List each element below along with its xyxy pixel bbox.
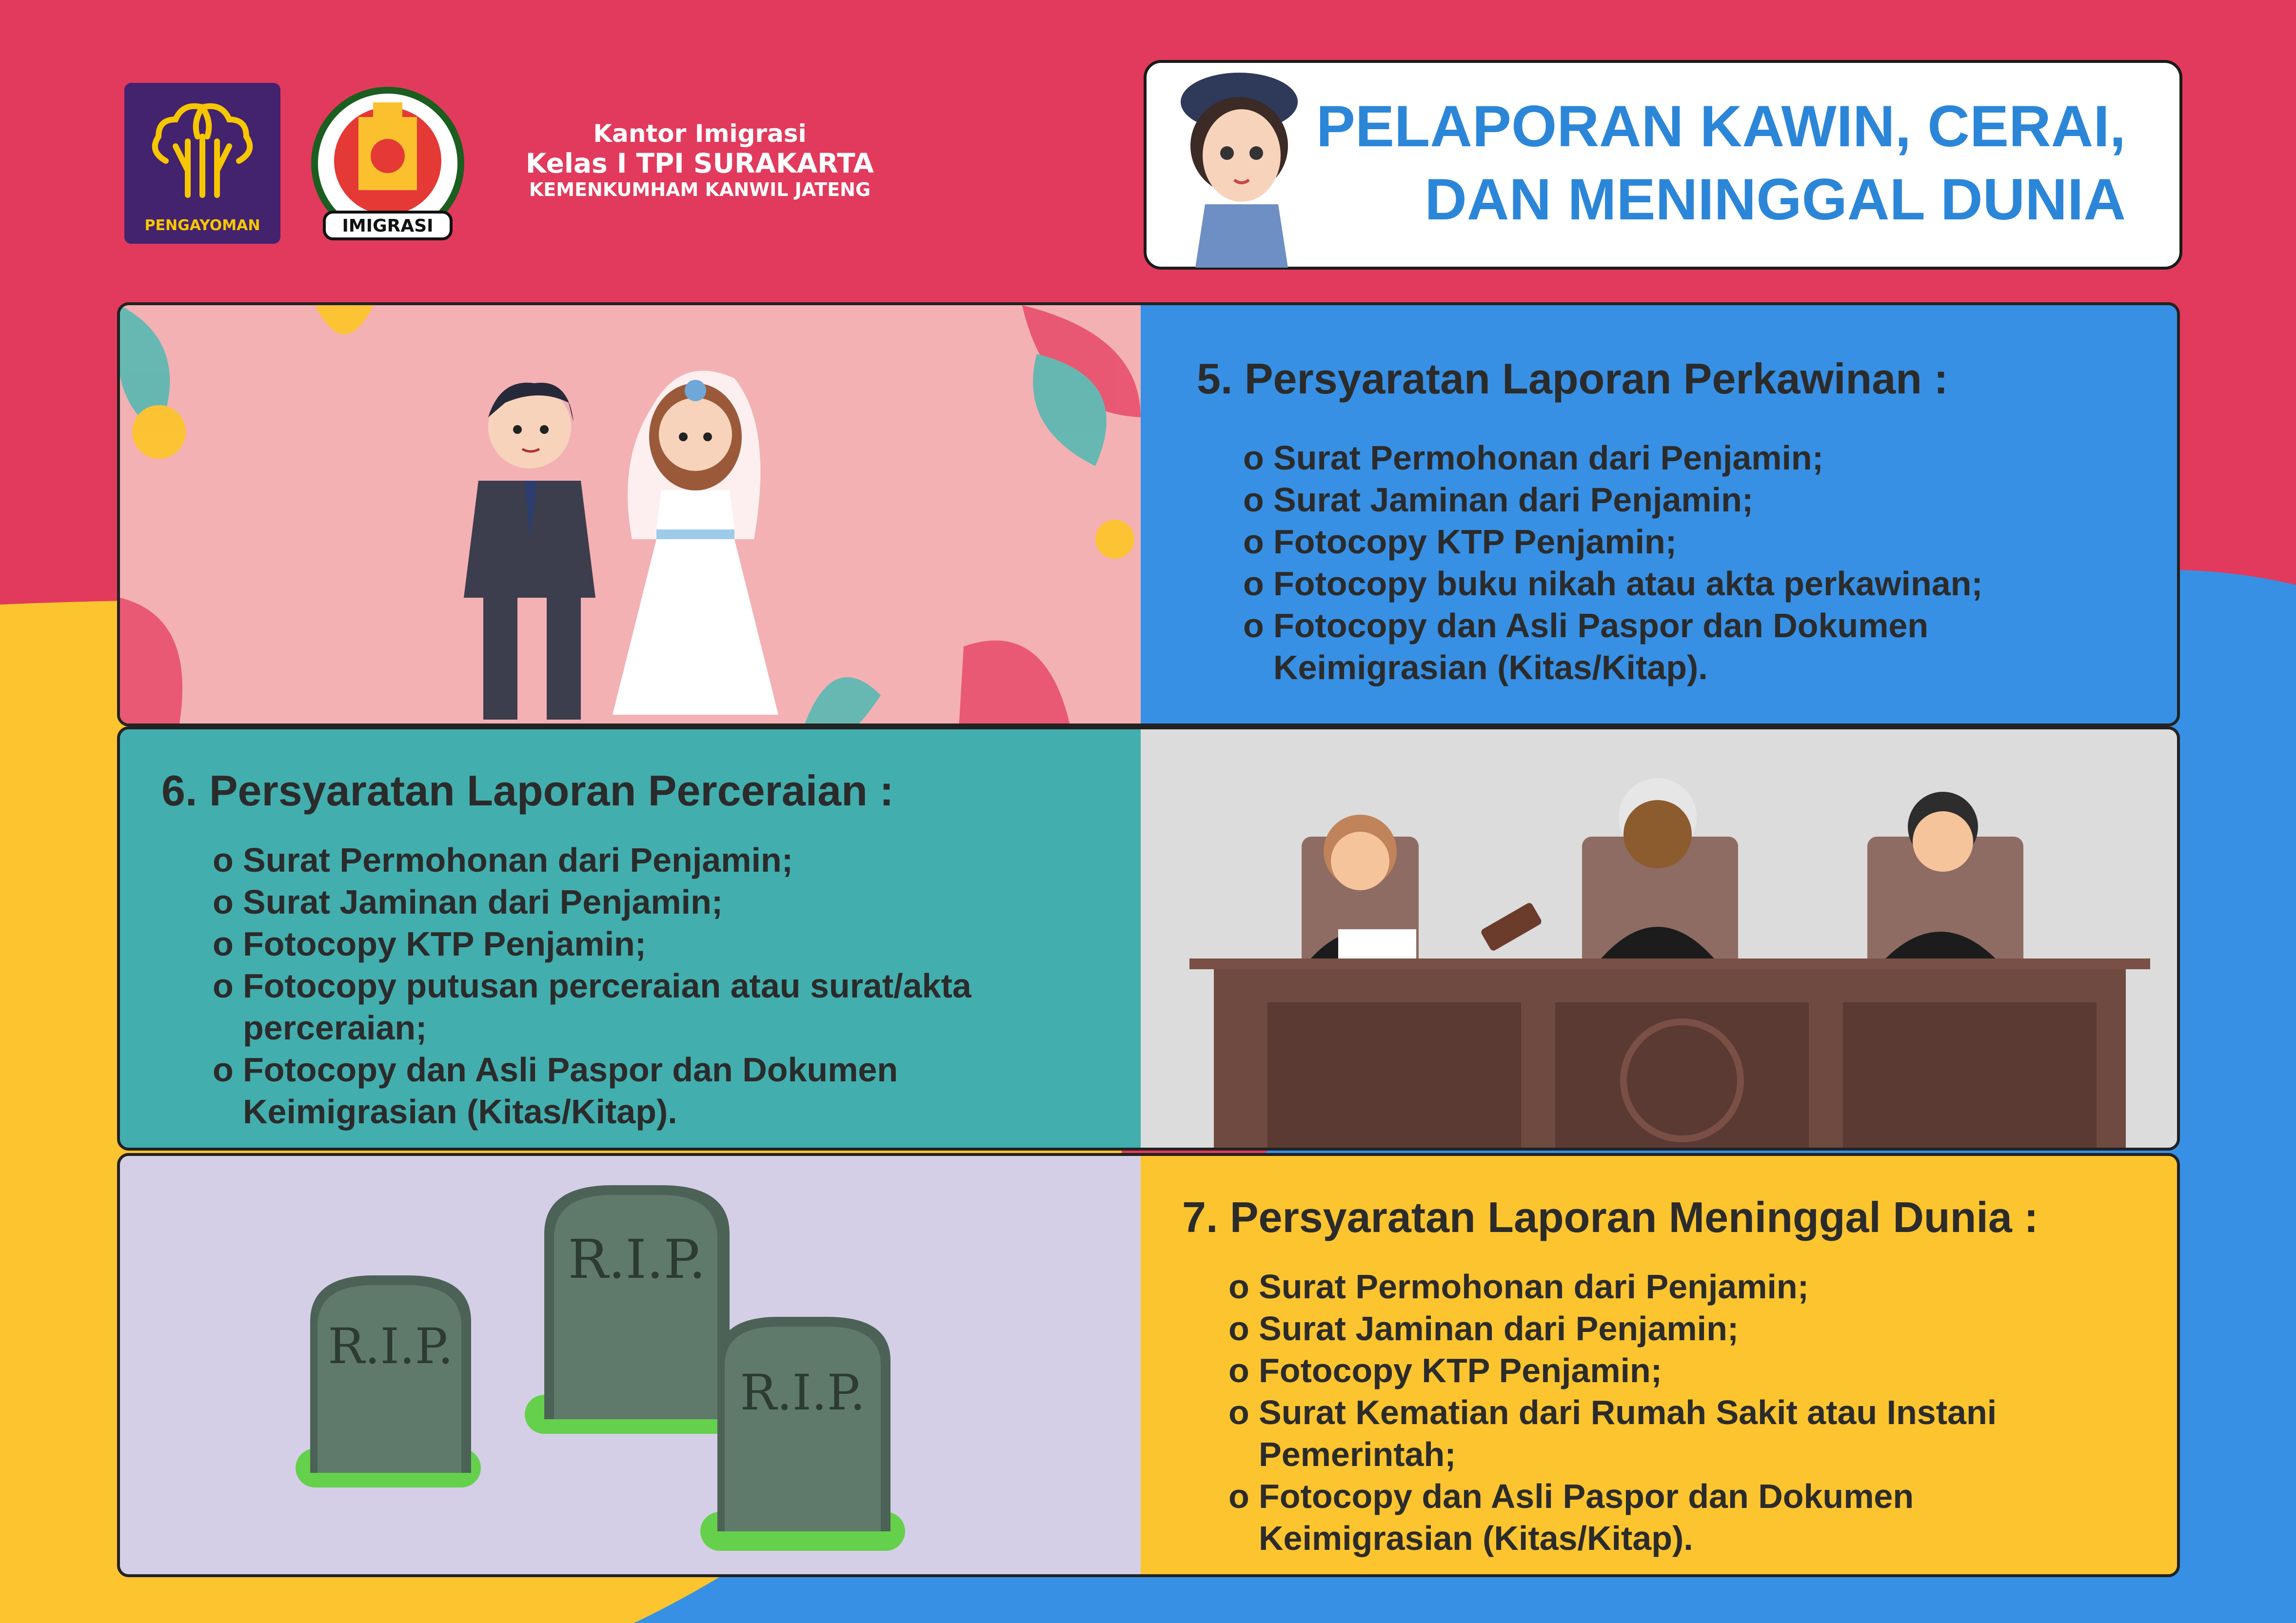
pengayoman-logo <box>124 83 280 244</box>
emblem-label: IMIGRASI <box>342 216 434 236</box>
section-title: 7. Persyaratan Laporan Meninggal Dunia : <box>1182 1193 2039 1241</box>
rip-label: R.I.P. <box>568 1228 706 1291</box>
rip-label: R.I.P. <box>740 1364 866 1421</box>
page-title <box>1316 90 2126 236</box>
section-title: 5. Persyaratan Laporan Perkawinan : <box>1197 354 1948 403</box>
tombstones-illustration <box>120 1156 1141 1577</box>
list-item: o Surat Kematian dari Rumah Sakit atau Instani Pemerintah; <box>1228 1391 1999 1475</box>
list-item: o Surat Permohonan dari Penjamin; <box>1228 1266 1999 1308</box>
title-line2: DAN MENINGGAL DUNIA <box>1425 167 2126 232</box>
death-requirements <box>1141 1156 2180 1574</box>
divorce-panel <box>117 726 2180 1151</box>
list-item: o Fotocopy KTP Penjamin; <box>1228 1349 1999 1391</box>
title-line1: PELAPORAN KAWIN, CERAI, <box>1316 94 2126 159</box>
officer-mascot-icon <box>1166 58 1312 268</box>
list-item: o Fotocopy dan Asli Paspor dan Dokumen Keimigrasian (Kitas/Kitap). <box>1228 1475 1999 1559</box>
imigrasi-emblem-icon <box>305 83 471 249</box>
tree-icon <box>124 83 280 210</box>
list-item: o Surat Jaminan dari Penjamin; <box>1243 479 2023 521</box>
marriage-panel <box>117 302 2180 726</box>
marriage-requirements <box>1141 305 2180 724</box>
office-line2: Kelas I TPI SURAKARTA <box>526 148 874 179</box>
title-box <box>1144 60 2182 270</box>
list-item: o Fotocopy dan Asli Paspor dan Dokumen Keimigrasian (Kitas/Kitap). <box>1243 605 2023 688</box>
list-item: o Surat Jaminan dari Penjamin; <box>1228 1308 1999 1349</box>
office-line1: Kantor Imigrasi <box>593 119 807 148</box>
requirements-list <box>1228 1266 1999 1559</box>
list-item: o Fotocopy putusan perceraian atau surat/akta perceraian; <box>213 965 983 1049</box>
list-item: o Surat Permohonan dari Penjamin; <box>1243 437 2023 479</box>
list-item: o Fotocopy buku nikah atau akta perkawinan; <box>1243 563 2023 605</box>
wedding-illustration <box>120 305 1141 724</box>
divorce-requirements <box>120 729 1141 1148</box>
list-item: o Fotocopy KTP Penjamin; <box>213 923 983 965</box>
list-item: o Fotocopy KTP Penjamin; <box>1243 521 2023 563</box>
death-panel <box>117 1153 2180 1577</box>
court-illustration <box>1141 729 2180 1148</box>
office-line3: KEMENKUMHAM KANWIL JATENG <box>529 179 871 200</box>
couple-illustration <box>120 305 1141 726</box>
list-item: o Surat Permohonan dari Penjamin; <box>213 839 983 881</box>
section-title: 6. Persyaratan Laporan Perceraian : <box>161 766 894 815</box>
tombstone-illustration <box>120 1156 1141 1574</box>
rip-label: R.I.P. <box>328 1318 454 1375</box>
requirements-list <box>213 839 983 1133</box>
list-item: o Fotocopy dan Asli Paspor dan Dokumen Keimigrasian (Kitas/Kitap). <box>213 1049 983 1133</box>
pengayoman-label: PENGAYOMAN <box>144 217 260 234</box>
requirements-list <box>1243 437 2023 688</box>
office-name <box>505 119 895 200</box>
judges-illustration <box>1141 729 2180 1151</box>
list-item: o Surat Jaminan dari Penjamin; <box>213 881 983 923</box>
